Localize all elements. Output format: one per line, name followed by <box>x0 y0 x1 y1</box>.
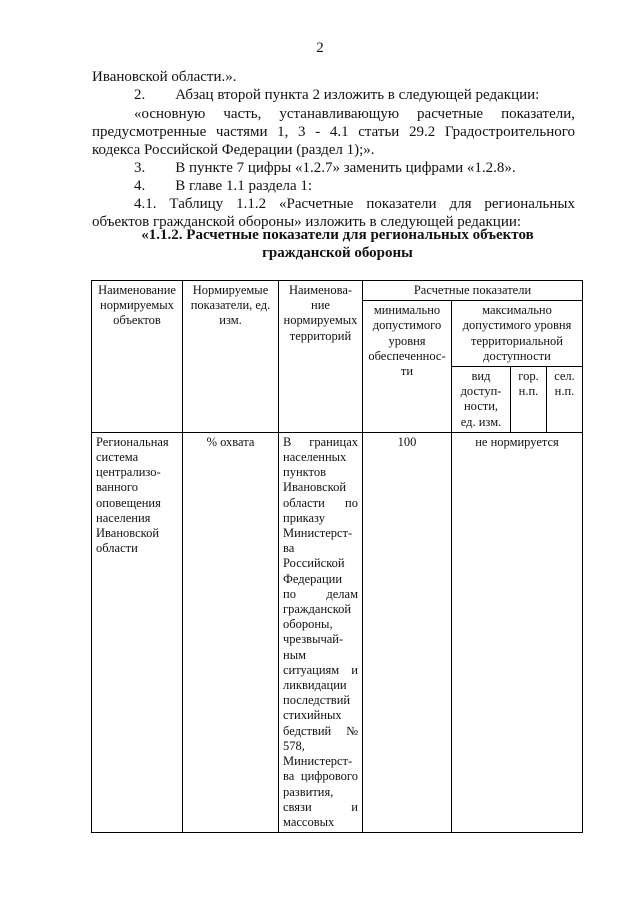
text-line-5: кодекса Российской Федерации (раздел 1);». <box>92 142 375 158</box>
header-rural-settlements: сел. н.п. <box>547 367 583 433</box>
cell-max-value: не нормируется <box>452 432 583 832</box>
text-line-8: 4.1. Таблицу 1.1.2 «Расчетные показатели для региональных <box>134 196 575 212</box>
text-line-3: «основную часть, устанавливающую расчетные показатели, <box>134 106 575 122</box>
text-line-1: Ивановской области.». <box>92 69 237 85</box>
cell-territory: В границах населенных пунктов Ивановской области по приказу Министерст-ва Российской Федерации по делам гражданской обороны, чрезвычай-ным ситуациям и ликвидации последствий стихийных бедствий № 578, Министерст-ва цифрового развития, связи и массовых <box>279 432 363 832</box>
cell-min-value: 100 <box>363 432 452 832</box>
cell-indicator: % охвата <box>183 432 279 832</box>
cell-object-name: Региональная система централизо-ванного оповещения населения Ивановской области <box>92 432 183 832</box>
table-heading-line-1: «1.1.2. Расчетные показатели для региональных объектов <box>141 227 534 243</box>
indicators-table <box>91 280 583 833</box>
header-access-type: вид доступ-ности, ед. изм. <box>452 367 511 433</box>
text-line-7: 4. В главе 1.1 раздела 1: <box>134 178 313 194</box>
header-name-objects: Наименование нормируемых объектов <box>92 281 183 433</box>
header-city-settlements: гор. н.п. <box>511 367 547 433</box>
header-min-level: минимально допустимого уровня обеспеченнос-ти <box>363 301 452 433</box>
header-norm-indicators: Нормируемые показатели, ед. изм. <box>183 281 279 433</box>
header-calc-indicators: Расчетные показатели <box>363 281 583 301</box>
header-name-territories: Наименова-ние нормируемых территорий <box>279 281 363 433</box>
text-line-9: объектов гражданской обороны» изложить в следующей редакции: <box>92 214 522 230</box>
text-line-2: 2. Абзац второй пункта 2 изложить в следующей редакции: <box>134 87 540 103</box>
header-max-level: максимально допустимого уровня территориальной доступности <box>452 301 583 367</box>
text-line-4: предусмотренные частями 1, 3 - 4.1 статьи 29.2 Градостроительного <box>92 124 575 140</box>
page-number: 2 <box>316 40 324 56</box>
text-line-6: 3. В пункте 7 цифры «1.2.7» заменить цифрами «1.2.8». <box>134 160 516 176</box>
table-heading-line-2: гражданской обороны <box>262 245 413 261</box>
